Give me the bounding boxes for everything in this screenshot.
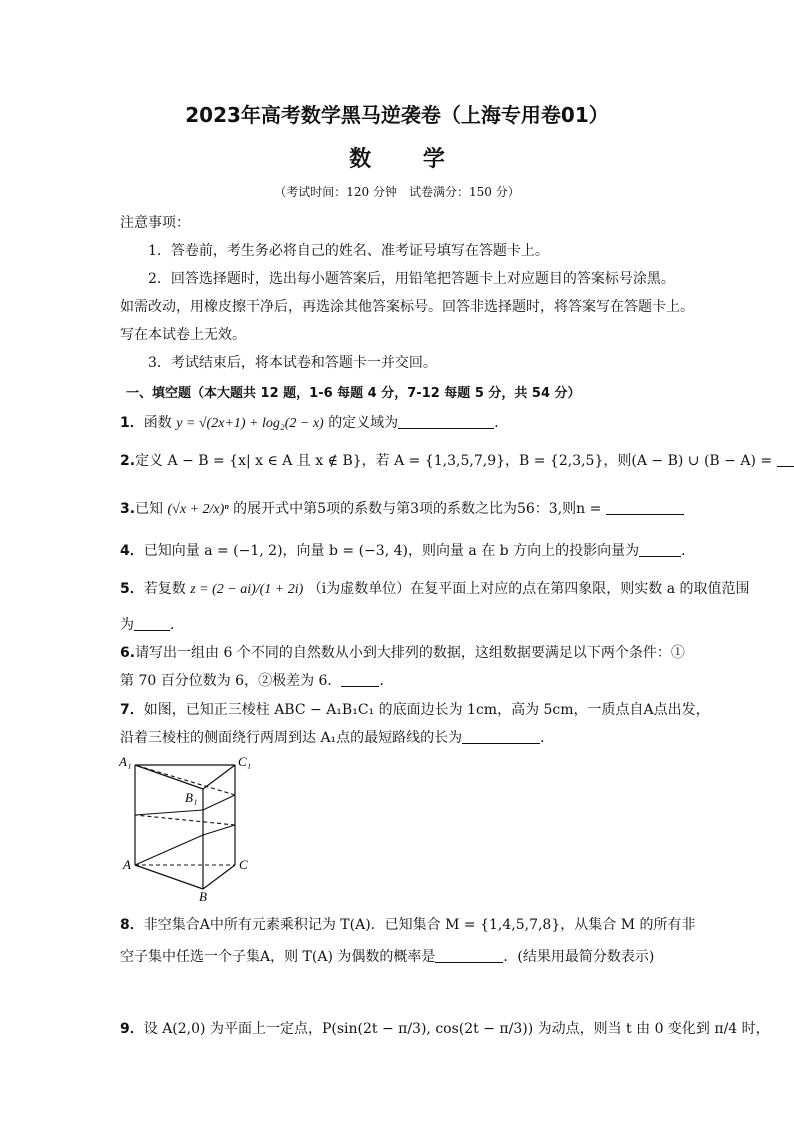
question-8-line-2: 空子集中任选一个子集A，则 T(A) 为偶数的概率是 ．(结果用最简分数表示) [120,949,655,965]
question-number: 2. [120,453,136,469]
path-segment-1 [135,835,203,865]
label-c1: C₁ [238,754,252,769]
section-heading: 一、填空题（本大题共 12 题，1-6 每题 4 分，7-12 每题 5 分，共 54 分） [126,386,581,401]
note-2-line-2: 如需改动，用橡皮擦干净后，再选涂其他答案标号。回答非选择题时，将答案写在答题卡上。 [120,299,694,315]
question-6: 6.请写出一组由 6 个不同的自然数从小到大排列的数据，这组数据要满足以下两个条件：① [120,645,685,661]
math-expression: y = √(2x+1) + log₂(2 − x) [176,416,324,431]
path-segment-2 [203,825,235,835]
label-a: A [123,857,131,872]
question-5-line-2: 为 ． [120,617,184,633]
edge-b1c1 [203,765,235,789]
question-number: 4． [120,543,144,559]
math-expression: z = (2 − ai)/(1 + 2i) [190,582,304,597]
question-5: 5．若复数 z = (2 − ai)/(1 + 2i) （i为虚数单位）在复平面上对应的点在第四象限，则实数 a 的取值范围 [120,581,750,597]
question-9: 9．设 A(2,0) 为平面上一定点，P(sin(2t − π/3), cos(2t − π/3)) 为动点，则当 t 由 0 变化到 π/4 时， [120,1021,770,1037]
answer-blank [606,500,684,515]
label-b: B [199,889,207,902]
answer-blank [462,729,540,744]
edge-bc [203,865,235,889]
exam-info: （考试时间：120 分钟 试卷满分：150 分） [274,185,520,199]
note-1: 1．答卷前，考生务必将自己的姓名、准考证号填写在答题卡上。 [148,243,549,259]
question-4: 4．已知向量 a = (−1, 2)，向量 b = (−3, 4)，则向量 a 在 b 方向上的投影向量为 ． [120,543,696,559]
exam-title: 2023年高考数学黑马逆袭卷（上海专用卷01） [185,103,609,127]
label-a1: A₁ [119,754,132,769]
question-7: 7．如图，已知正三棱柱 ABC − A₁B₁C₁ 的底面边长为 1cm，高为 5cm，一质点自A点出发， [120,702,710,718]
path-segment-4 [135,810,203,815]
notes-heading: 注意事项： [120,215,190,231]
answer-blank [639,542,681,557]
note-3: 3．考试结束后，将本试卷和答题卡一并交回。 [148,355,437,371]
question-7-line-2: 沿着三棱柱的侧面绕行两周到达 A₁点的最短路线的长为 ． [120,730,555,746]
answer-blank [398,414,494,429]
question-number: 6. [120,645,136,661]
note-2-line-3: 写在本试卷上无效。 [120,327,246,343]
question-3: 3.已知 (√x + 2/x)ⁿ 的展开式中第5项的系数与第3项的系数之比为56：3,则n = [120,498,680,518]
subject-heading: 数 学 [349,147,467,172]
question-number: 7． [120,702,144,718]
triangular-prism-figure [115,752,265,902]
label-b1: B₁ [185,790,198,805]
path-segment-5 [203,795,235,810]
question-6-line-2: 第 70 百分位数为 6，②极差为 6． ． [120,673,394,689]
path-segment-3-hidden [135,815,235,825]
answer-blank [341,672,379,687]
question-number: 5． [120,581,144,597]
answer-blank [134,616,170,631]
question-number: 3. [120,501,136,517]
answer-blank [435,948,503,963]
question-2: 2.定义 A − B = {x| x ∈ A 且 x ∉ B}，若 A = {1,3,5,7,9}，B = {2,3,5}，则(A − B) ∪ (B − A) = [120,450,680,470]
question-8: 8．非空集合A中所有元素乘积记为 T(A)．已知集合 M = {1,4,5,7,8}，从集合 M 的所有非 [120,917,696,933]
answer-blank [777,452,794,467]
question-number: 9． [120,1021,144,1037]
label-c: C [239,857,248,872]
math-expression: (√x + 2/x)ⁿ [167,502,229,517]
edge-ab [135,865,203,889]
note-2-line-1: 2．回答选择题时，选出每小题答案后，用铅笔把答题卡上对应题目的答案标号涂黑。 [148,271,675,287]
question-1: 1．函数 y = √(2x+1) + log₂(2 − x) 的定义域为 ． [120,415,509,431]
question-number: 8． [120,917,144,933]
question-number: 1． [120,415,144,431]
